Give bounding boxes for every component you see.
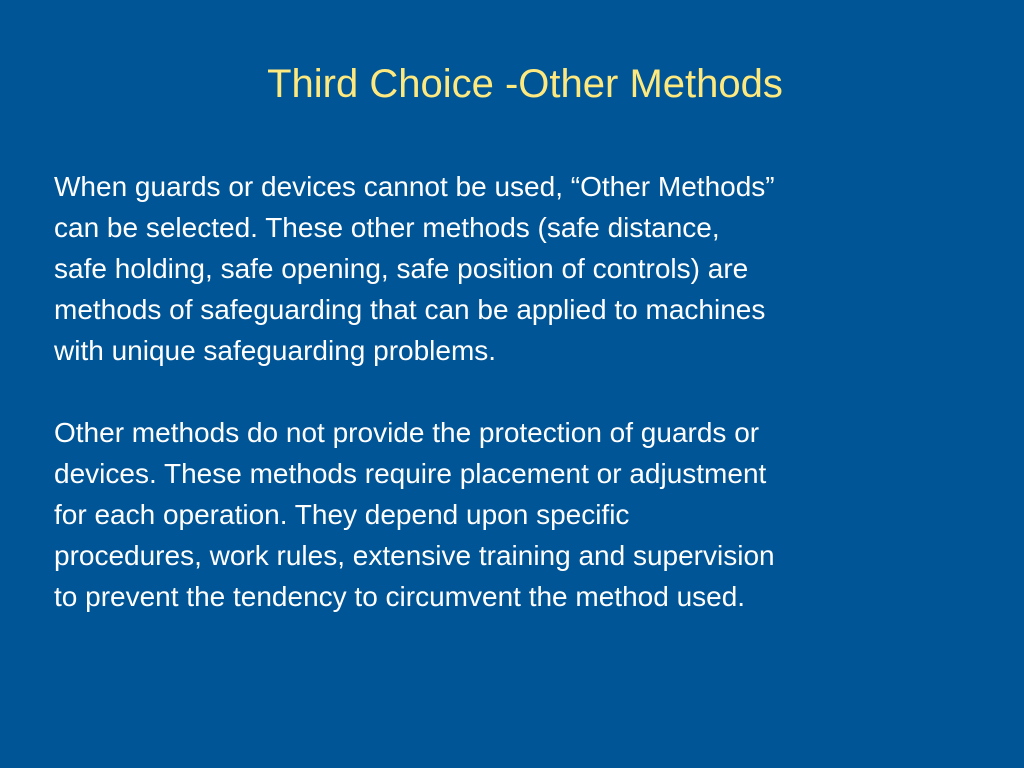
- paragraph-line: with unique safeguarding problems.: [54, 335, 497, 366]
- paragraph-line: to prevent the tendency to circumvent the method used.: [54, 581, 746, 612]
- slide-title: Third Choice -Other Methods: [267, 62, 783, 106]
- paragraph-line: can be selected. These other methods (safe distance,: [54, 212, 720, 243]
- paragraph-other-methods-limitations: [54, 412, 1004, 617]
- paragraph-line: for each operation. They depend upon specific: [54, 499, 630, 530]
- paragraph-line: When guards or devices cannot be used, “Other Methods”: [54, 171, 775, 202]
- paragraph-line: safe holding, safe opening, safe position of controls) are: [54, 253, 749, 284]
- paragraph-line: methods of safeguarding that can be applied to machines: [54, 294, 766, 325]
- paragraph-line: devices. These methods require placement or adjustment: [54, 458, 767, 489]
- paragraph-line: Other methods do not provide the protection of guards or: [54, 417, 760, 448]
- paragraph-other-methods-intro: [54, 166, 1004, 371]
- paragraph-line: procedures, work rules, extensive training and supervision: [54, 540, 775, 571]
